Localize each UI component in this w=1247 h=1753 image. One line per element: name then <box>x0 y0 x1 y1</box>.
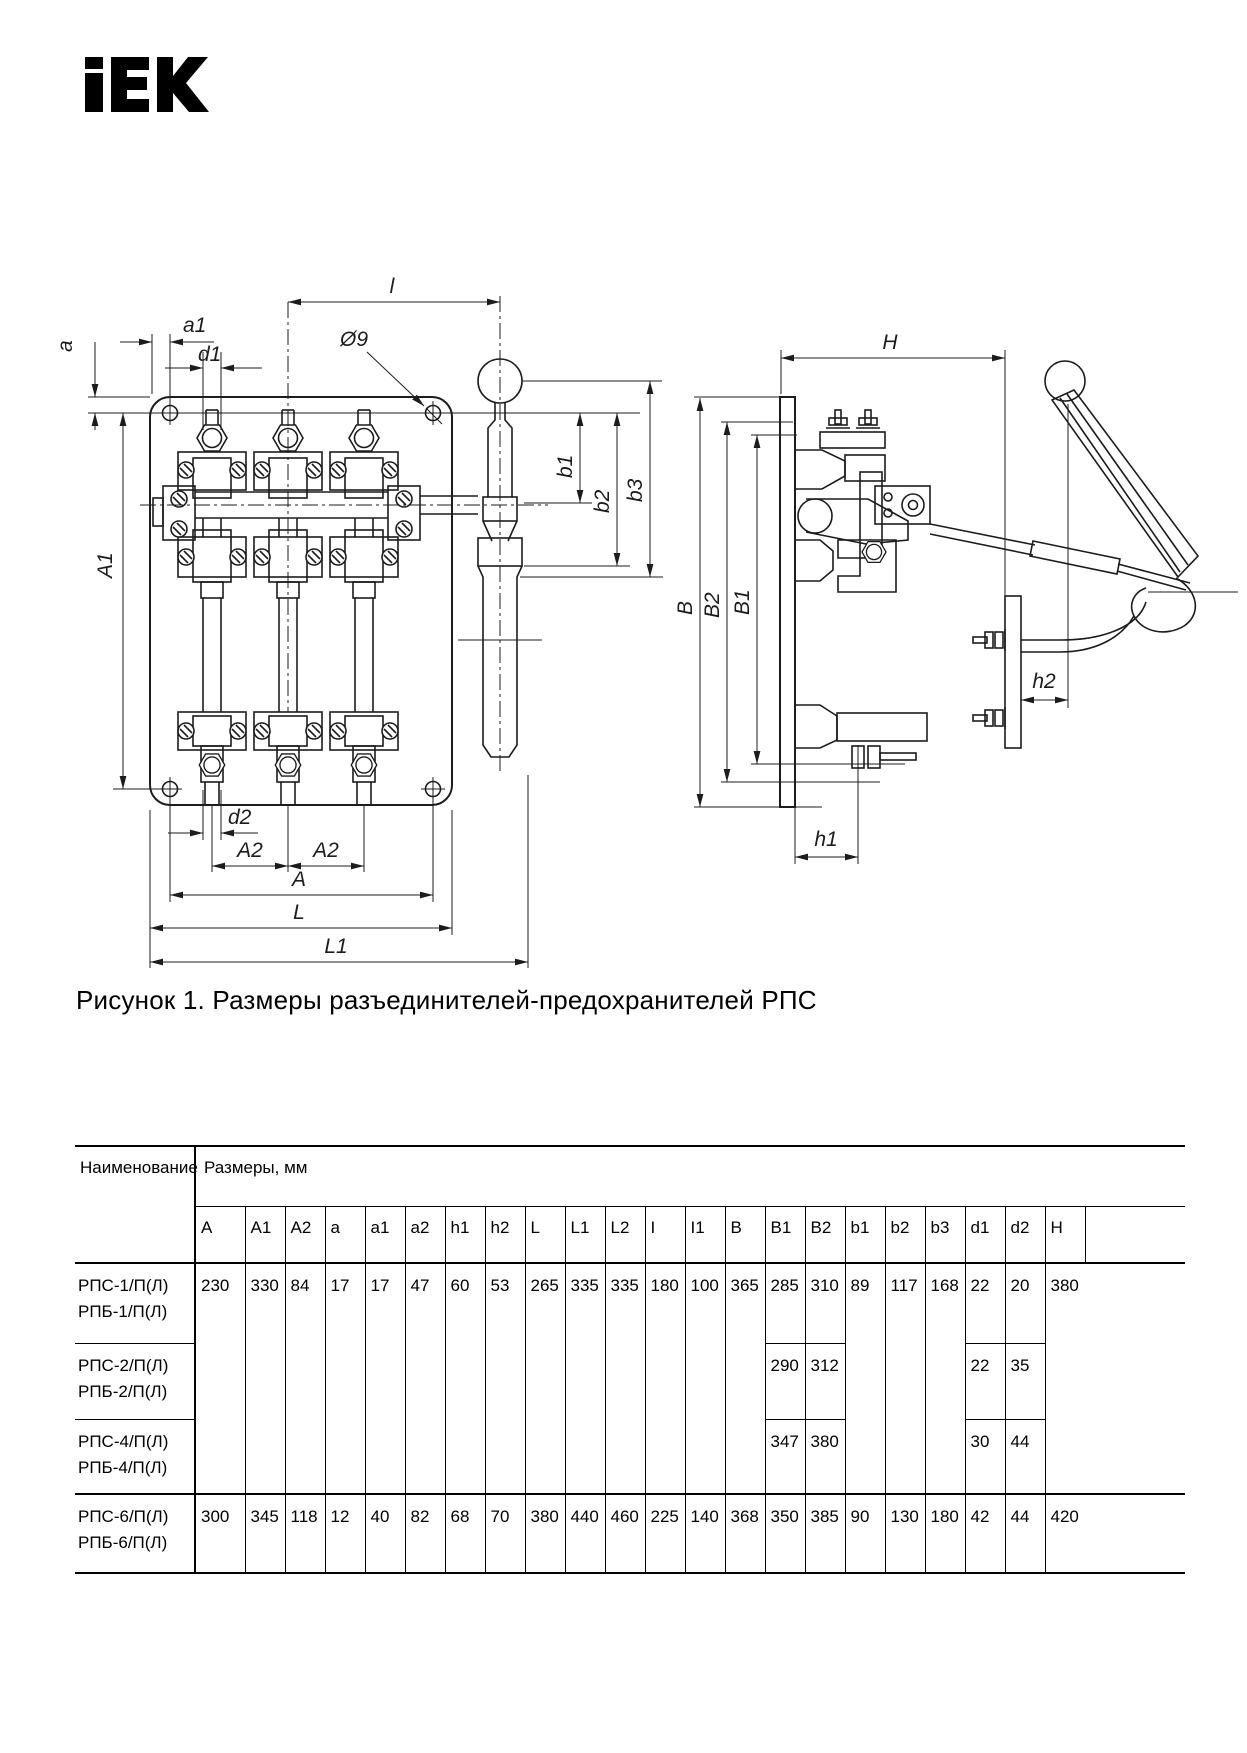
dim-label-B1: B1 <box>731 589 754 615</box>
spacer-cell <box>1085 1494 1185 1573</box>
dim-label-A2b: A2 <box>313 839 339 862</box>
cell-A: 300 <box>195 1494 245 1573</box>
cell-H: 420 <box>1045 1494 1085 1573</box>
row-name: РПС-6/П(Л) РПБ-6/П(Л) <box>75 1494 195 1573</box>
column-header-b3: b3 <box>925 1206 965 1263</box>
dim-label-L: L <box>293 901 305 924</box>
cell-d1: 22 <box>965 1343 1005 1419</box>
dim-label-A: A <box>291 868 307 891</box>
cell-B2: 312 <box>805 1343 845 1419</box>
dim-label-d1: d1 <box>198 343 222 366</box>
cell-b2: 130 <box>885 1494 925 1573</box>
row-name: РПС-4/П(Л) РПБ-4/П(Л) <box>75 1419 195 1494</box>
dim-label-a1: a1 <box>183 314 207 337</box>
cell-a1: 40 <box>365 1494 405 1573</box>
spacer-cell <box>1085 1263 1185 1494</box>
dim-label-dia9: Ø9 <box>340 328 369 351</box>
column-header-b1: b1 <box>845 1206 885 1263</box>
cell-B1: 290 <box>765 1343 805 1419</box>
cell-b3: 180 <box>925 1494 965 1573</box>
sizes-header: Размеры, мм <box>195 1146 1185 1206</box>
cell-B1: 285 <box>765 1263 805 1343</box>
dim-label-h1: h1 <box>814 828 838 851</box>
column-header-a2: a2 <box>405 1206 445 1263</box>
dim-label-A1: A1 <box>94 552 117 578</box>
cell-B2: 310 <box>805 1263 845 1343</box>
figure-caption: Рисунок 1. Размеры разъединителей-предохранителей РПС <box>76 985 817 1015</box>
cell-a: 12 <box>325 1494 365 1573</box>
cell-I: 225 <box>645 1494 685 1573</box>
dim-label-l: l <box>389 275 395 298</box>
cell-L2: 460 <box>605 1494 645 1573</box>
cell-d2: 35 <box>1005 1343 1045 1419</box>
cell-A2: 84 <box>285 1263 325 1494</box>
cell-B1: 347 <box>765 1419 805 1494</box>
cell-h2: 53 <box>485 1263 525 1494</box>
dim-label-L1: L1 <box>324 935 348 958</box>
cell-A2: 118 <box>285 1494 325 1573</box>
column-header-I: I <box>645 1206 685 1263</box>
column-header-H: H <box>1045 1206 1085 1263</box>
row-name: РПС-1/П(Л) РПБ-1/П(Л) <box>75 1263 195 1343</box>
column-header-I1: I1 <box>685 1206 725 1263</box>
dimensions-table <box>75 1145 1185 1574</box>
cell-d2: 44 <box>1005 1419 1045 1494</box>
cell-b1: 89 <box>845 1263 885 1494</box>
column-header-a: a <box>325 1206 365 1263</box>
front-view <box>54 275 663 968</box>
dim-label-B: B <box>674 600 697 615</box>
column-header-b2: b2 <box>885 1206 925 1263</box>
name-column-header: Наименование <box>75 1146 195 1263</box>
cell-b2: 117 <box>885 1263 925 1494</box>
dim-label-b1: b1 <box>554 454 577 478</box>
dim-label-d2: d2 <box>228 806 252 829</box>
cell-L1: 335 <box>565 1263 605 1494</box>
column-header-L: L <box>525 1206 565 1263</box>
cell-A1: 330 <box>245 1263 285 1494</box>
column-header-h2: h2 <box>485 1206 525 1263</box>
column-header-A2: A2 <box>285 1206 325 1263</box>
spacer-header-cell <box>1085 1206 1185 1263</box>
column-header-B1: B1 <box>765 1206 805 1263</box>
cell-B1: 350 <box>765 1494 805 1573</box>
cell-h1: 68 <box>445 1494 485 1573</box>
column-header-d1: d1 <box>965 1206 1005 1263</box>
cell-I: 180 <box>645 1263 685 1494</box>
cell-b3: 168 <box>925 1263 965 1494</box>
side-view <box>674 331 1238 864</box>
dim-label-b3: b3 <box>624 478 647 502</box>
cell-d2: 44 <box>1005 1494 1045 1573</box>
cell-d2: 20 <box>1005 1263 1045 1343</box>
cell-B2: 380 <box>805 1419 845 1494</box>
column-header-A: A <box>195 1206 245 1263</box>
cell-L: 380 <box>525 1494 565 1573</box>
cell-a: 17 <box>325 1263 365 1494</box>
cell-L: 265 <box>525 1263 565 1494</box>
cell-I1: 100 <box>685 1263 725 1494</box>
column-header-h1: h1 <box>445 1206 485 1263</box>
cell-d1: 22 <box>965 1263 1005 1343</box>
column-header-L1: L1 <box>565 1206 605 1263</box>
cell-I1: 140 <box>685 1494 725 1573</box>
cell-B: 365 <box>725 1263 765 1494</box>
dim-label-B2: B2 <box>701 592 724 618</box>
column-header-B2: B2 <box>805 1206 845 1263</box>
dim-label-a: a <box>54 340 77 352</box>
dim-label-b2: b2 <box>591 489 614 513</box>
row-name: РПС-2/П(Л) РПБ-2/П(Л) <box>75 1343 195 1419</box>
cell-B2: 385 <box>805 1494 845 1573</box>
cell-h2: 70 <box>485 1494 525 1573</box>
cell-H: 380 <box>1050 1276 1079 1295</box>
cell-A1: 345 <box>245 1494 285 1573</box>
cell-b1: 90 <box>845 1494 885 1573</box>
cell-d1: 42 <box>965 1494 1005 1573</box>
cell-a1: 17 <box>365 1263 405 1494</box>
column-header-A1: A1 <box>245 1206 285 1263</box>
column-header-B: B <box>725 1206 765 1263</box>
dim-label-A2: A2 <box>237 839 263 862</box>
column-header-d2: d2 <box>1005 1206 1045 1263</box>
cell-A: 230 <box>195 1263 245 1494</box>
cell-L1: 440 <box>565 1494 605 1573</box>
cell-d1: 30 <box>965 1419 1005 1494</box>
column-header-a1: a1 <box>365 1206 405 1263</box>
column-header-L2: L2 <box>605 1206 645 1263</box>
cell-B: 368 <box>725 1494 765 1573</box>
cell-L2: 335 <box>605 1263 645 1494</box>
cell-h1: 60 <box>445 1263 485 1494</box>
cell-a2: 82 <box>405 1494 445 1573</box>
cell-a2: 47 <box>405 1263 445 1494</box>
dim-label-H: H <box>882 331 898 354</box>
dim-label-h2: h2 <box>1032 670 1056 693</box>
